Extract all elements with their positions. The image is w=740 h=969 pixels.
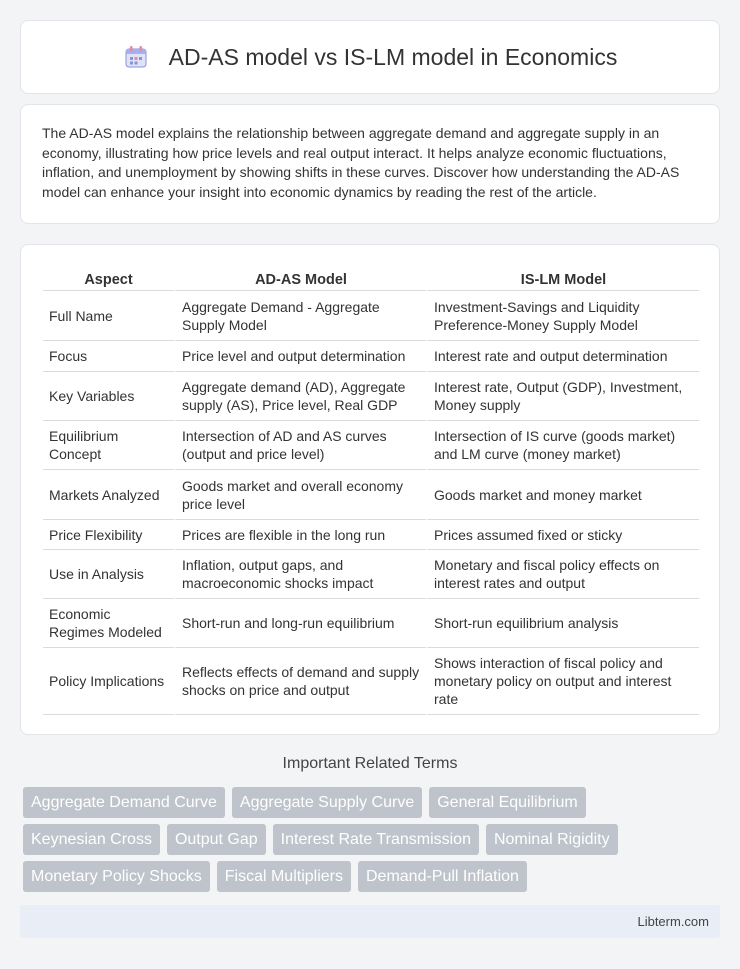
table-cell: Shows interaction of fiscal policy and monetary policy on output and interest rate: [426, 648, 699, 715]
table-cell: Equilibrium Concept: [43, 421, 174, 470]
column-header-is-lm: IS-LM Model: [426, 265, 699, 291]
table-row: [43, 470, 699, 520]
related-term-tag[interactable]: Demand-Pull Inflation: [358, 861, 527, 892]
related-term-tag[interactable]: General Equilibrium: [429, 787, 586, 818]
table-cell: Intersection of IS curve (goods market) and LM curve (money market): [426, 421, 699, 470]
table-cell: Inflation, output gaps, and macroeconomic shocks impact: [174, 550, 426, 599]
table-row: [43, 372, 699, 421]
table-cell: Price Flexibility: [43, 520, 174, 550]
table-cell: Aggregate demand (AD), Aggregate supply (AS), Price level, Real GDP: [174, 372, 426, 421]
related-term-tag[interactable]: Monetary Policy Shocks: [23, 861, 210, 892]
related-term-tag[interactable]: Aggregate Demand Curve: [23, 787, 225, 818]
table-cell: Price level and output determination: [174, 341, 426, 372]
intro-card: [20, 104, 720, 224]
table-row: [43, 291, 699, 341]
footer-site-link[interactable]: Libterm.com: [637, 914, 709, 929]
related-terms-list: [23, 787, 723, 892]
table-row: [43, 550, 699, 599]
column-header-ad-as: AD-AS Model: [174, 265, 426, 291]
header-card: [20, 20, 720, 94]
calendar-icon: [123, 44, 149, 70]
table-cell: Intersection of AD and AS curves (output and price level): [174, 421, 426, 470]
table-cell: Short-run equilibrium analysis: [426, 599, 699, 648]
table-cell: Short-run and long-run equilibrium: [174, 599, 426, 648]
table-cell: Interest rate, Output (GDP), Investment, Money supply: [426, 372, 699, 421]
table-cell: Focus: [43, 341, 174, 372]
table-cell: Goods market and overall economy price level: [174, 470, 426, 520]
related-term-tag[interactable]: Aggregate Supply Curve: [232, 787, 422, 818]
table-cell: Reflects effects of demand and supply shocks on price and output: [174, 648, 426, 715]
table-row: [43, 648, 699, 715]
table-header-row: [43, 265, 699, 291]
table-cell: Aggregate Demand - Aggregate Supply Model: [174, 291, 426, 341]
related-term-tag[interactable]: Keynesian Cross: [23, 824, 160, 855]
table-row: [43, 599, 699, 648]
table-cell: Key Variables: [43, 372, 174, 421]
comparison-table: [43, 265, 699, 715]
table-row: [43, 520, 699, 550]
table-cell: Interest rate and output determination: [426, 341, 699, 372]
footer: [20, 905, 720, 938]
related-term-tag[interactable]: Output Gap: [167, 824, 266, 855]
table-row: [43, 341, 699, 372]
table-cell: Monetary and fiscal policy effects on interest rates and output: [426, 550, 699, 599]
table-row: [43, 421, 699, 470]
table-cell: Full Name: [43, 291, 174, 341]
table-cell: Policy Implications: [43, 648, 174, 715]
table-cell: Economic Regimes Modeled: [43, 599, 174, 648]
table-cell: Prices assumed fixed or sticky: [426, 520, 699, 550]
table-cell: Use in Analysis: [43, 550, 174, 599]
table-cell: Investment-Savings and Liquidity Preference-Money Supply Model: [426, 291, 699, 341]
table-cell: Goods market and money market: [426, 470, 699, 520]
related-term-tag[interactable]: Interest Rate Transmission: [273, 824, 479, 855]
related-term-tag[interactable]: Fiscal Multipliers: [217, 861, 351, 892]
comparison-table-card: [20, 244, 720, 735]
page-title: AD-AS model vs IS-LM model in Economics: [168, 43, 618, 70]
table-cell: Markets Analyzed: [43, 470, 174, 520]
column-header-aspect: Aspect: [43, 265, 174, 291]
table-cell: Prices are flexible in the long run: [174, 520, 426, 550]
related-terms-title: Important Related Terms: [282, 755, 458, 772]
related-term-tag[interactable]: Nominal Rigidity: [486, 824, 618, 855]
intro-text: The AD-AS model explains the relationship between aggregate demand and aggregate supply in an economy, illustrating how price levels and real output interact. It helps analyze economic fluctuations, inflation, and unemployment by showing shifts in these curves. Discover how understanding the AD-AS model can enhance your insight into economic dynamics by reading the rest of the article.: [42, 125, 680, 200]
